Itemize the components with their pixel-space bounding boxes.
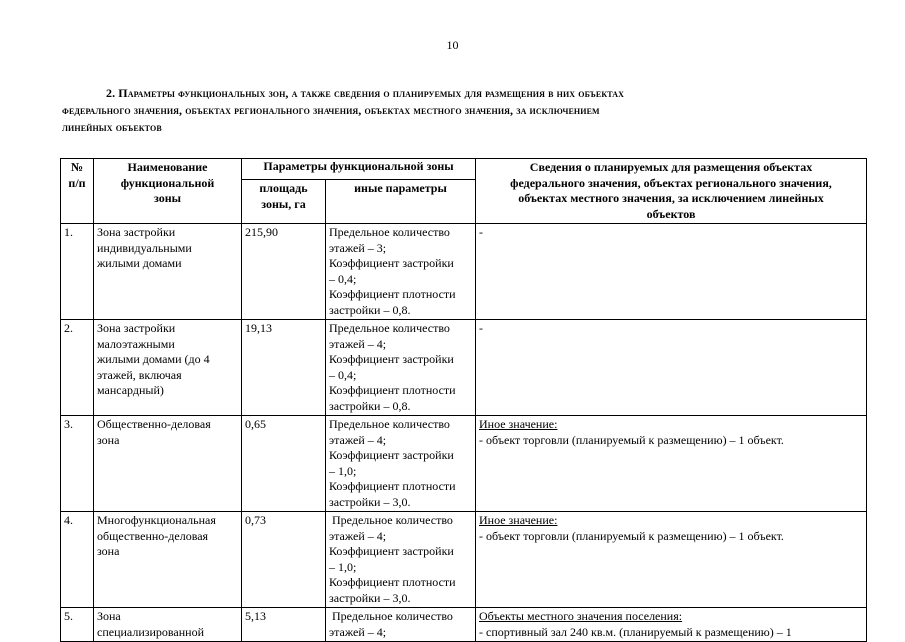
header-other-parameters: иные параметры [326, 180, 476, 224]
row-parameters: Предельное количество этажей – 4; [326, 608, 476, 642]
row-num: 1. [61, 224, 94, 320]
row-zone-name: Многофункциональная общественно-деловая зона [94, 512, 242, 608]
header-zone-parameters: Параметры функциональной зоны [242, 159, 476, 180]
table-row [61, 224, 867, 320]
row-area: 215,90 [242, 224, 326, 320]
row-num: 2. [61, 320, 94, 416]
zones-parameters-table [60, 158, 867, 642]
row-parameters: Предельное количество этажей – 4; Коэффициент застройки – 1,0; Коэффициент плотности застройки – 3,0. [326, 416, 476, 512]
table-row [61, 416, 867, 512]
header-planned-objects: Сведения о планируемых для размещения объектах федерального значения, объектах регионального значения, объектах местного значения, за исключением линейных объектов [476, 159, 867, 224]
planned-objects-title: Иное значение: [479, 513, 558, 527]
row-parameters: Предельное количество этажей – 4; Коэффициент застройки – 1,0; Коэффициент плотности застройки – 3,0. [326, 512, 476, 608]
section-heading [62, 85, 872, 136]
table-row [61, 608, 867, 642]
heading-line: федерального значения, объектах регионального значения, объектах местного значения, за исключением [62, 103, 600, 117]
header-area: площадь зоны, га [242, 180, 326, 224]
row-area: 5,13 [242, 608, 326, 642]
row-area: 19,13 [242, 320, 326, 416]
row-zone-name: Общественно-деловая зона [94, 416, 242, 512]
header-zone-name: Наименование функциональной зоны [94, 159, 242, 224]
row-area: 0,73 [242, 512, 326, 608]
row-planned-objects: Объекты местного значения поселения: - спортивный зал 240 кв.м. (планируемый к размещению) – 1 [476, 608, 867, 642]
row-area: 0,65 [242, 416, 326, 512]
row-zone-name: Зона застройки индивидуальными жилыми домами [94, 224, 242, 320]
row-planned-objects: Иное значение: - объект торговли (планируемый к размещению) – 1 объект. [476, 512, 867, 608]
row-num: 5. [61, 608, 94, 642]
planned-objects-title: Иное значение: [479, 417, 558, 431]
row-zone-name: Зона специализированной [94, 608, 242, 642]
row-planned-objects: Иное значение: - объект торговли (планируемый к размещению) – 1 объект. [476, 416, 867, 512]
table-header-row [61, 159, 867, 180]
row-num: 4. [61, 512, 94, 608]
heading-line: линейных объектов [62, 120, 162, 134]
row-parameters: Предельное количество этажей – 4; Коэффициент застройки – 0,4; Коэффициент плотности застройки – 0,8. [326, 320, 476, 416]
header-num: № п/п [61, 159, 94, 224]
row-planned-objects: - [476, 320, 867, 416]
planned-objects-title: Объекты местного значения поселения: [479, 609, 683, 623]
table-row [61, 320, 867, 416]
row-num: 3. [61, 416, 94, 512]
row-parameters: Предельное количество этажей – 3; Коэффициент застройки – 0,4; Коэффициент плотности застройки – 0,8. [326, 224, 476, 320]
row-planned-objects: - [476, 224, 867, 320]
row-zone-name: Зона застройки малоэтажными жилыми домами (до 4 этажей, включая мансардный) [94, 320, 242, 416]
table-row [61, 512, 867, 608]
page-number: 10 [446, 38, 459, 52]
heading-line: 2. Параметры функциональных зон, а также сведения о планируемых для размещения в них объектах [106, 86, 625, 100]
